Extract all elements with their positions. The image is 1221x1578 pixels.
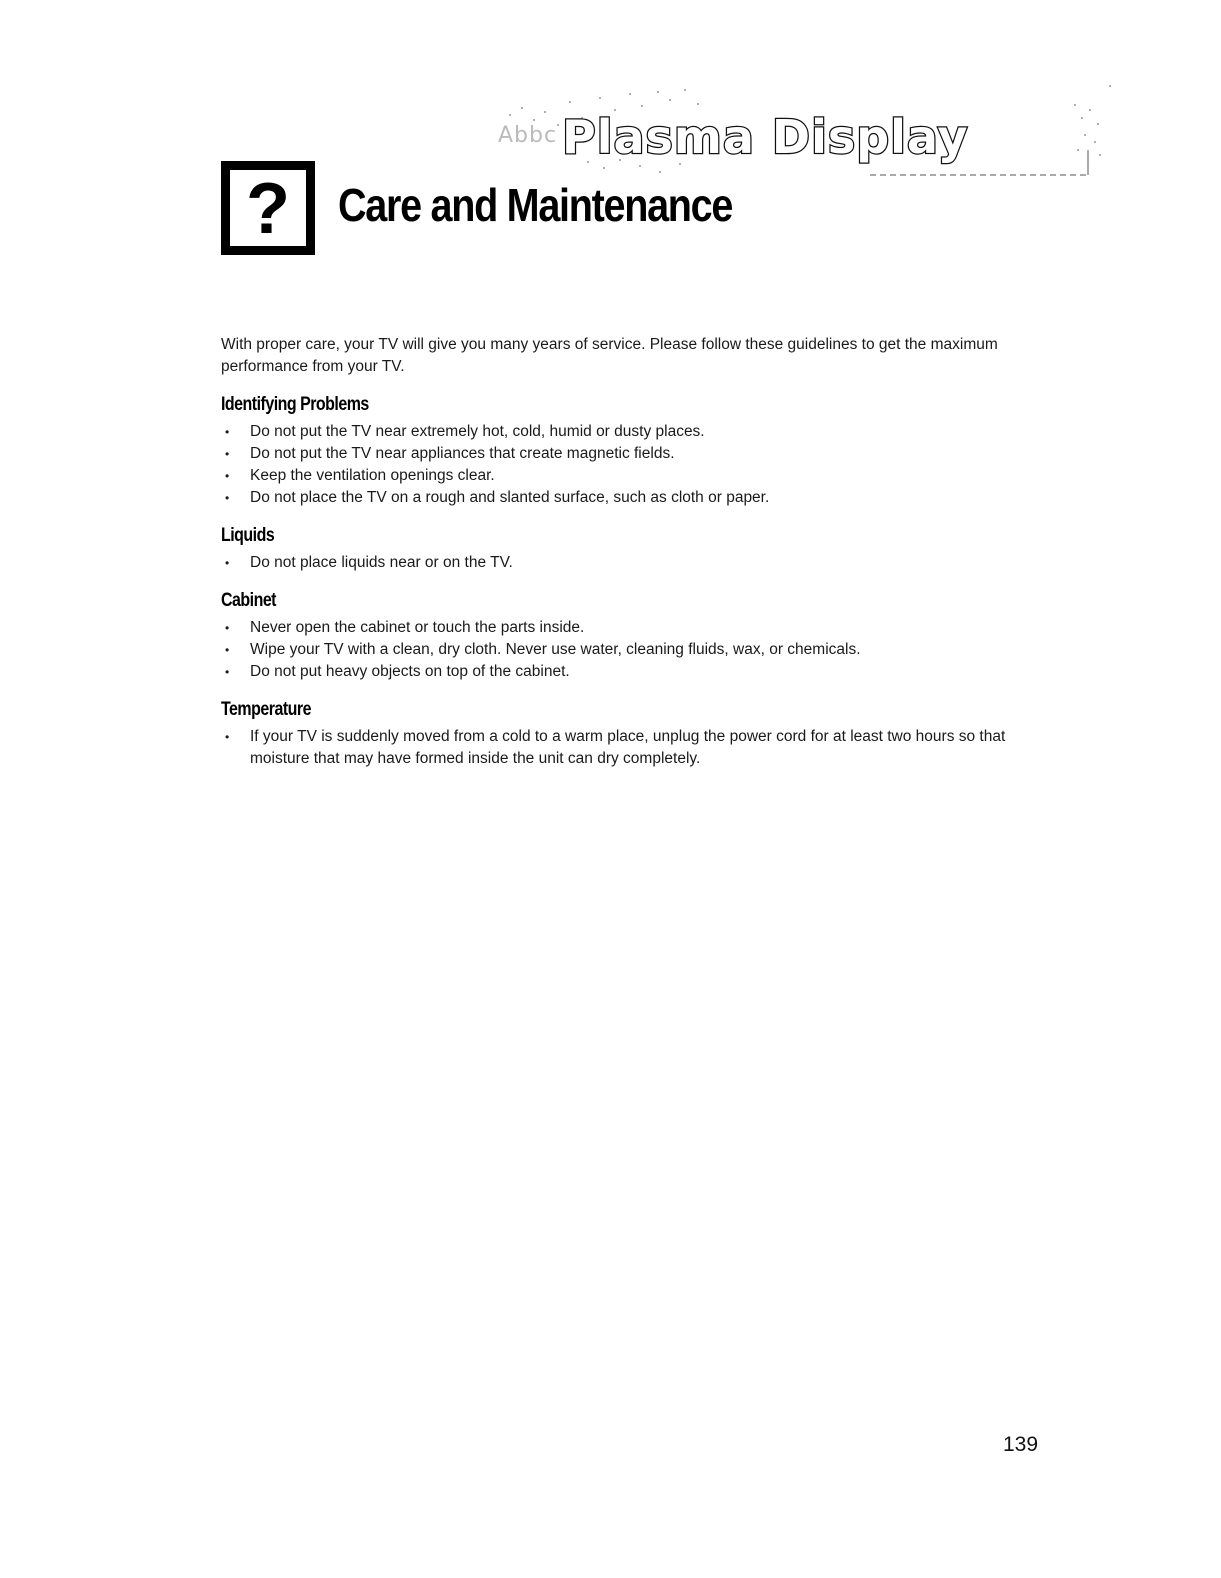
product-name: Plasma Display (562, 110, 969, 164)
section-heading: Cabinet (221, 590, 277, 611)
section-liquids (221, 525, 1041, 574)
page-number: 139 (1003, 1433, 1039, 1456)
banner-prefix: Abbc (498, 123, 558, 148)
header-banner (470, 80, 1120, 180)
list-item: • Do not put heavy objects on top of the cabinet. (221, 661, 1041, 683)
question-mark-icon (221, 161, 315, 255)
content (221, 334, 1041, 786)
section-heading: Temperature (221, 699, 311, 720)
section-heading: Identifying Problems (221, 394, 369, 415)
list-item: • Do not put the TV near extremely hot, cold, humid or dusty places. (221, 421, 1041, 443)
list-item: • Do not put the TV near appliances that create magnetic fields. (221, 443, 1041, 465)
list-item: • Do not place the TV on a rough and slanted surface, such as cloth or paper. (221, 487, 1041, 509)
list-item: • Keep the ventilation openings clear. (221, 465, 1041, 487)
list-item: • Never open the cabinet or touch the parts inside. (221, 617, 1041, 639)
question-mark-glyph: ? (230, 170, 306, 246)
bullet-list (221, 726, 1041, 770)
intro-paragraph: With proper care, your TV will give you many years of service. Please follow these guidelines to get the maximum performance from your TV. (221, 336, 998, 375)
page-title: Care and Maintenance (338, 179, 733, 231)
list-item: • If your TV is suddenly moved from a cold to a warm place, unplug the power cord for at least two hours so that moisture that may have formed inside the unit can dry completely. (221, 726, 1041, 770)
section-cabinet (221, 590, 1041, 683)
section-heading: Liquids (221, 525, 275, 546)
list-item: • Wipe your TV with a clean, dry cloth. Never use water, cleaning fluids, wax, or chemicals. (221, 639, 1041, 661)
list-item: • Do not place liquids near or on the TV. (221, 552, 1041, 574)
bullet-list (221, 421, 1041, 509)
bullet-list (221, 552, 1041, 574)
section-temperature (221, 699, 1041, 770)
section-identifying-problems (221, 394, 1041, 509)
bullet-list (221, 617, 1041, 683)
